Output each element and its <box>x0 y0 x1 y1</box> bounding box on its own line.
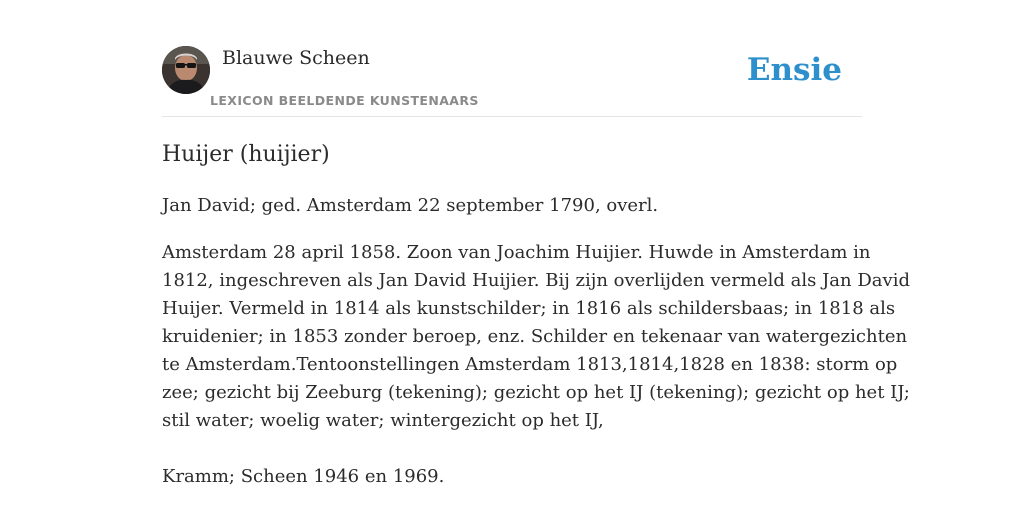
author-name[interactable]: Blauwe Scheen <box>222 47 370 69</box>
paragraph-line: Jan David; ged. Amsterdam 22 september 1790, overl. <box>162 195 659 216</box>
article-header <box>162 46 862 117</box>
paragraph-line: Amsterdam 28 april 1858. Zoon van Joachim Huijier. Huwde in Amsterdam in <box>162 242 871 263</box>
avatar-photo <box>162 46 210 94</box>
paragraph-line: kruidenier; in 1853 zonder beroep, enz. Schilder en tekenaar van watergezichten <box>162 326 908 347</box>
brand-logo[interactable]: Ensie <box>746 52 842 88</box>
paragraph-line: Huijer. Vermeld in 1814 als kunstschilder; in 1816 als schildersbaas; in 1818 als <box>162 298 896 319</box>
article-paragraph-3 <box>162 463 866 491</box>
article-paragraph-1 <box>162 192 866 220</box>
article-paragraph-2 <box>162 239 910 435</box>
paragraph-line: te Amsterdam.Tentoonstellingen Amsterdam 1813,1814,1828 en 1838: storm op <box>162 354 898 375</box>
paragraph-line: stil water; woelig water; wintergezicht op het IJ, <box>162 410 604 431</box>
paragraph-line: 1812, ingeschreven als Jan David Huijier. Bij zijn overlijden vermeld als Jan David <box>162 270 910 291</box>
author-avatar[interactable] <box>162 46 210 94</box>
paragraph-line: zee; gezicht bij Zeeburg (tekening); gezicht op het IJ (tekening); gezicht op het IJ; <box>162 382 910 403</box>
paragraph-line: Kramm; Scheen 1946 en 1969. <box>162 466 445 487</box>
category-label[interactable]: LEXICON BEELDENDE KUNSTENAARS <box>210 93 479 108</box>
page-title: Huijer (huijier) <box>162 142 330 167</box>
